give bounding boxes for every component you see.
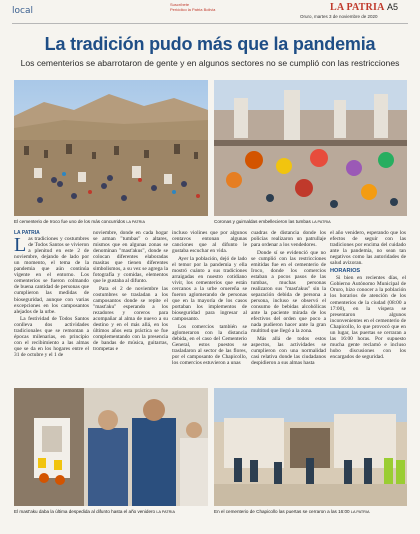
caption-text: Coronas y guirnaldas embellecieron las tumbas [214,219,311,224]
article-column-4 [251,230,326,368]
header-tagline [170,2,215,12]
article-column-1 [14,230,89,360]
paragraph: noviembre, donde en cada hogar se arman "tumbas" o altares, mismos que en algunas zonas se denominan "mast'akus", donde se colocan diferentes elaboradas masitas que tienen diferentes simbolismos, a su vez se agrega la fotografía y comidas, elementos que le gustaba al difunto. [93,230,168,285]
paragraph: Más allá de todos estos aspectos, las actividades se cumplieron con una normalidad casi relativa donde las ciudadanos despidieron a sus almas hasta [251,335,326,366]
article-subhead: Los cementerios se abarrotaron de gente y en algunos sectores no se cumplió con las restricciones [20,58,400,68]
paragraph: el año venidero, esperando que los efectos de seguir con las tradiciones por encima del cuidado ante la pandemia, no sean tan negativos como las autoridades de salud avizoran. [330,230,406,267]
photo-crowned-tombs [214,80,407,216]
paragraph: Los comercios también se aglomeraron con la distancia debida, en el caso del Cementerio General, estos puestos se trasladaron al sector de las flores, por el camposanto de Chapicollo, los comercios estuvieron a unas [172,323,247,366]
photo-chapicollo-gate [214,388,407,506]
paragraph: Donde sí se evidenció que no se cumplió con las restricciones emitidas fue en el cementerio de Iroco, donde los comercios estaban a pocos pasos de las tumbas, muchas personas realizaron sus "mast'akus" sin la separación debida de persona a persona, incluso se observó el consumo de bebidas alcohólicas ante la paciente mirada de los efectivos del orden que poco a nada pudieron hacer ante la gran multitud que llegó a la zona. [251,249,326,335]
caption-photo-2 [214,219,410,224]
chapicollo-gate-image [214,388,407,506]
section-label: local [12,6,33,16]
paragraph: Para el 2 de noviembre las costumbres se trasladan a los camposantos donde se repite el "mast'aku" esperando a los rezadores y coreros para acompañar al alma de nuevo a su destino y en el más allá, en los últimos años esta práctica se fue complementando con la presencia de bandas de música, guitarras, trompetas e [93,285,168,353]
article-column-3 [172,230,247,368]
paragraph: cuadras de distancia donde los policías realizaron un patrullaje para ordenar a los vendedores. [251,230,326,249]
tagline-line-2: Periódico la Patria Bolivia [170,7,216,12]
photo-mastaku [14,388,208,506]
page-number: A5 [387,2,399,12]
caption-text: En el cementerio de Chapicollo las puertas se cerraron a las 16:00 [214,509,350,514]
article-byline: LA PATRIA [14,230,40,236]
drop-cap: L [14,234,27,257]
mastaku-altar-image [14,388,208,506]
caption-credit: LA PATRIA [312,220,331,224]
caption-credit: LA PATRIA [126,220,145,224]
caption-credit: LA PATRIA [350,510,370,514]
tombs-wreaths-image [214,80,407,216]
header-divider [12,23,408,24]
paragraph: Las tradiciones y costumbres de Todos Santos se vivieron a plenitud en este 2 de noviembre, dejando de lado por un momento, el tema de la pandemia que aún continúa vigente en el entorno. Los cementerios se fueron colmando de buena cantidad de personas que cumplieron las medidas de bioseguridad, aunque con varias excepciones en los camposantos alejados de la urbe. [14,234,89,315]
caption-text: El mast'aku daba la última despedida al difunto hasta el año venidero [14,509,156,514]
newspaper-logo: LA PATRIA [330,2,385,13]
caption-credit: LA PATRIA [156,510,176,514]
paragraph: La festividad de Todos Santos conlleva dos actividades tradicionales que se remontan a épocas milenarias, en principio con el recibimiento a las almas que se da en los hogares entre el 31 de octubre y el 1 de [14,316,89,359]
article-column-5 [330,230,406,361]
tagline-line-1: Suscríbete [170,2,190,7]
paragraph: incluso violines que por algunos centavos entonan algunas canciones que al difunto le gustaba escuchar en vida. [172,230,247,255]
article-headline: La tradición pudo más que la pandemia [44,34,376,54]
article-column-2 [93,230,168,354]
caption-photo-4 [214,509,410,514]
photo-iroco-cemetery [14,80,208,216]
cemetery-hillside-image [14,80,208,216]
paragraph: Ayer la población, dejó de lado el temor por la pandemia y ella mostró cuánto a sus tradiciones arraigadas en nuestro cotidiano vivir, los cementerios que están cercanos a la urbe oruereña se fueron aglomerando de personas que en la mayoría de los casos portaban los implementos de bioseguridad para ingresar al camposanto. [172,255,247,323]
caption-photo-1 [14,219,214,224]
subtitle-horarios: HORARIOS [330,268,361,275]
caption-photo-3 [14,509,214,514]
caption-text: El cementerio de Iroco fue uno de los más concurridos [14,219,126,224]
paragraph: Si bien en recientes días, el Gobierno Autónomo Municipal de Oruro, hizo conocer a la población los horarios de atención de los cementerios de la ciudad (08:00 a 17:00), en la víspera se presentaron algunos inconvenientes en el cementerio de Chapicollo, lo que provocó que en un lugar, las puertas se cerraran a las 16:00 horas. Por supuesto mucha gente reclamó e incluso hubo discusiones con los encargados de seguridad. [330,275,406,360]
issue-date: Oruro, martes 3 de noviembre de 2020 [300,14,378,19]
